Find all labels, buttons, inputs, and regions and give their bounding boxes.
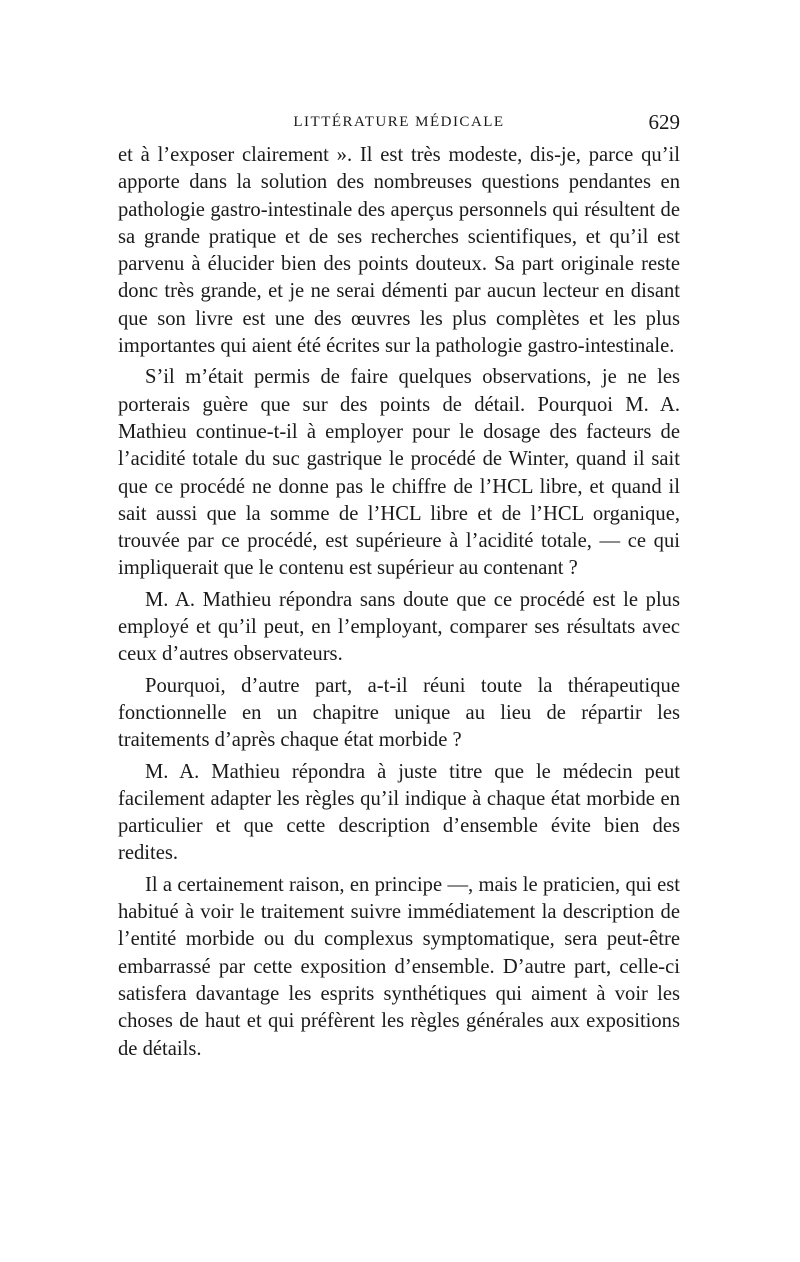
paragraph-3: M. A. Mathieu répondra sans doute que ce procédé est le plus employé et qu’il peut, en l’employant, comparer ses résultats avec ceux d’autres observateurs. — [118, 588, 680, 666]
paragraph-4: Pourquoi, d’autre part, a-t-il réuni toute la thérapeutique fonctionnelle en un chapitre unique au lieu de répartir les traitements d’après chaque état morbide ? — [118, 674, 680, 752]
running-title: LITTÉRATURE MÉDICALE — [293, 114, 505, 130]
book-page — [118, 108, 680, 1063]
paragraph-1: et à l’exposer clairement ». Il est très modeste, dis-je, parce qu’il apporte dans la solution des nombreuses questions pendantes en pathologie gastro-intestinale des aperçus personnels qui résultent de sa grande pratique et de ses recherches scientifiques, et qu’il est parvenu à élucider bien des points douteux. Sa part originale reste donc très grande, et je ne serai démenti par aucun lecteur en disant que son livre est une des œuvres les plus complètes et les plus importantes qui aient été écrites sur la pathologie gastro-intestinale. — [118, 144, 680, 358]
page-header — [118, 108, 680, 142]
body-text — [118, 142, 680, 1063]
paragraph-6: Il a certainement raison, en principe —, mais le praticien, qui est habitué à voir le traitement suivre immédiatement la description de l’entité morbide ou du complexus symptomatique, sera peut-être embarrassé par cette exposition d’ensemble. D’autre part, celle-ci satisfera davantage les esprits synthétiques qui aiment à voir les choses de haut et qui préfèrent les règles générales aux expositions de détails. — [118, 873, 680, 1060]
page-number: 629 — [648, 110, 680, 134]
paragraph-5: M. A. Mathieu répondra à juste titre que le médecin peut facilement adapter les règles qu’il indique à chaque état morbide en particulier et que cette description d’ensemble évite bien des redites. — [118, 760, 680, 865]
paragraph-2: S’il m’était permis de faire quelques observations, je ne les porterais guère que sur des points de détail. Pourquoi M. A. Mathieu continue-t-il à employer pour le dosage des facteurs de l’acidité totale du suc gastrique le procédé de Winter, quand il sait que ce procédé ne donne pas le chiffre de l’HCL libre, et quand il sait aussi que la somme de l’HCL libre et de l’HCL organique, trouvée par ce procédé, est supérieure à l’acidité totale, — ce qui impliquerait que le contenu est supérieur au contenant ? — [118, 366, 680, 580]
